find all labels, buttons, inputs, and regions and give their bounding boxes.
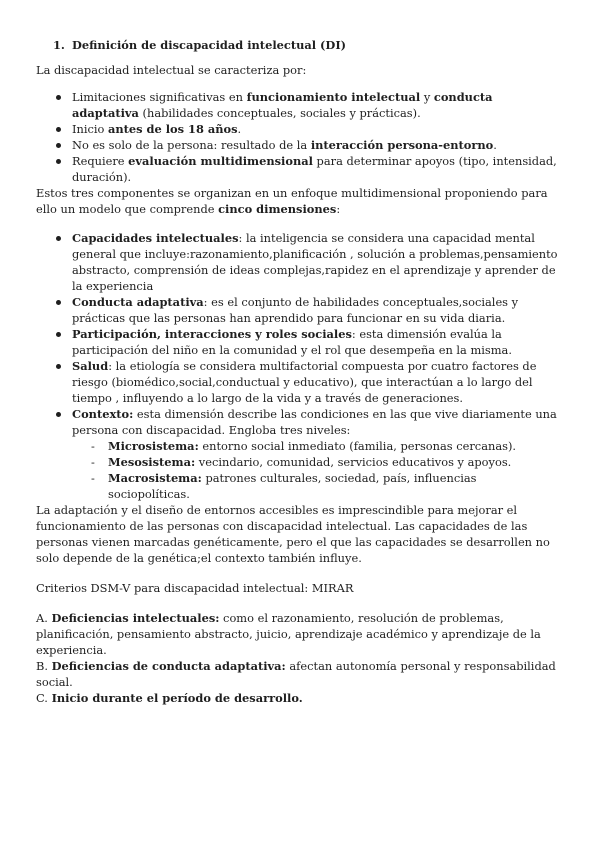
list-item: Limitaciones significativas en funcionamiento intelectual y conducta adaptativa (habilidades conceptuales, sociales y prácticas). (36, 89, 560, 121)
context-levels-list (72, 438, 560, 502)
list-item: Participación, interacciones y roles sociales: esta dimensión evalúa la participación del niño en la comunidad y el rol que desempeña en la misma. (36, 326, 560, 358)
list-item: Contexto: esta dimensión describe las condiciones en las que vive diariamente una persona con discapacidad. Engloba tres niveles: - Microsistema: entorno social inmediato (familia, personas cercanas). - Mesosistema: vecindario, comunidad, servicios educativos y apoyos. - Macrosistema: patrones culturales, sociedad, país, influencias sociopolíticas. (36, 406, 560, 502)
list-item: Requiere evaluación multidimensional para determinar apoyos (tipo, intensidad, duración). (36, 153, 560, 185)
adaptation-paragraph: La adaptación y el diseño de entornos accesibles es imprescindible para mejorar el funcionamiento de las personas con discapacidad intelectual. Las capacidades de las personas vienen marcadas genéticamente, pero el que las capacidades se desarrollen no solo depende de la genética;el contexto también influye. (36, 503, 550, 565)
heading-number: 1. (53, 38, 65, 52)
list-item: Inicio antes de los 18 años. (36, 121, 560, 137)
list-item: - Mesosistema: vecindario, comunidad, servicios educativos y apoyos. (72, 454, 560, 470)
section-heading (53, 37, 560, 53)
list-item: Capacidades intelectuales: la inteligencia se considera una capacidad mental general que incluye:razonamiento,planificación , solución a problemas,pensamiento abstracto, comprensión de ideas complejas,rapidez en el aprendizaje y aprender de la experiencia (36, 230, 560, 294)
dimensions-list (36, 230, 560, 502)
criteria-item: B. Deficiencias de conducta adaptativa: afectan autonomía personal y responsabilidad social. (36, 659, 556, 689)
criteria-list (36, 610, 560, 706)
criteria-item: A. Deficiencias intelectuales: como el razonamiento, resolución de problemas, planificación, pensamiento abstracto, juicio, aprendizaje académico y aprendizaje de la experiencia. (36, 611, 541, 657)
criteria-item: C. Inicio durante el período de desarrollo. (36, 691, 303, 705)
list-item: - Macrosistema: patrones culturales, sociedad, país, influencias sociopolíticas. (72, 470, 560, 502)
list-item: - Microsistema: entorno social inmediato (familia, personas cercanas). (72, 438, 560, 454)
dimensions-intro: Estos tres componentes se organizan en un enfoque multidimensional proponiendo para ello un modelo que comprende cinco dimensiones: (36, 186, 548, 216)
criteria-title: Criterios DSM-V para discapacidad intelectual: MIRAR (36, 581, 354, 595)
features-list (36, 89, 560, 185)
intro-text: La discapacidad intelectual se caracteriza por: (36, 63, 307, 77)
list-item: No es solo de la persona: resultado de la interacción persona-entorno. (36, 137, 560, 153)
heading-title: Definición de discapacidad intelectual (DI) (72, 38, 347, 52)
list-item: Salud: la etiología se considera multifactorial compuesta por cuatro factores de riesgo (biomédico,social,conductual y educativo), que interactúan a lo largo del tiempo , influyendo a lo largo de la vida y a través de generaciones. (36, 358, 560, 406)
list-item: Conducta adaptativa: es el conjunto de habilidades conceptuales,sociales y prácticas que las personas han aprendido para funcionar en su vida diaria. (36, 294, 560, 326)
